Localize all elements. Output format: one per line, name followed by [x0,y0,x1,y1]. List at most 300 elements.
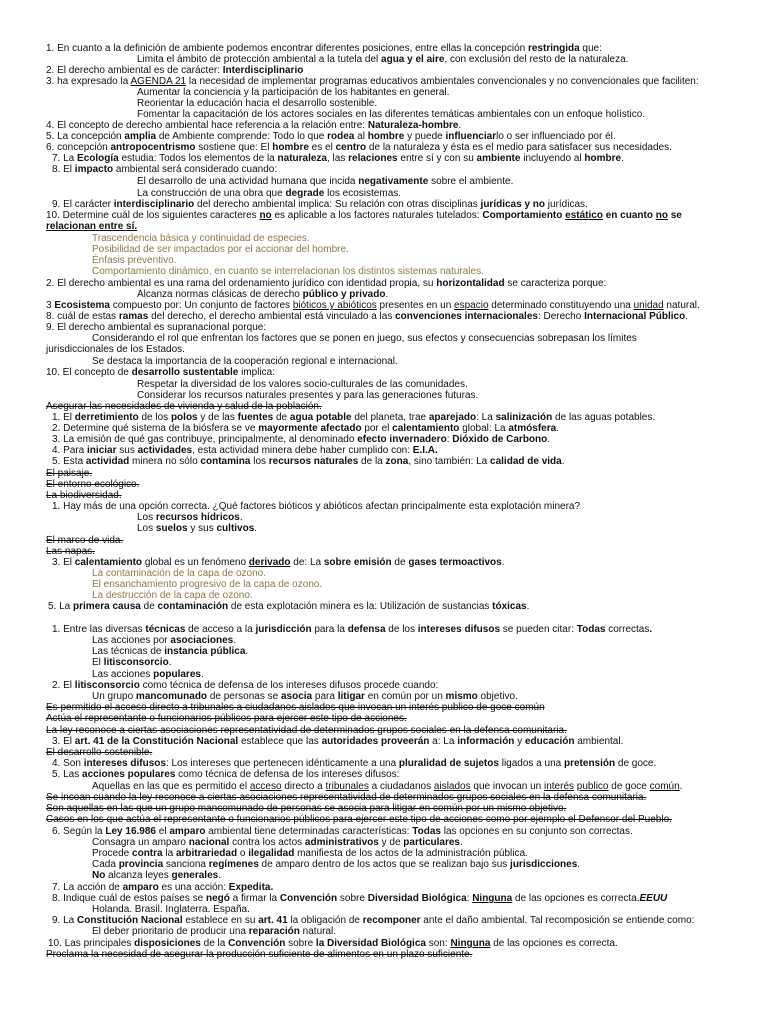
text-run: . [239,512,243,523]
text-run: . [168,657,172,668]
text-run: Cada [92,859,119,870]
text-run: asocia [280,691,313,702]
text-line [46,221,137,232]
text-run: de esta explotación minera es la: Utilización de sustancias [228,601,493,612]
text-run: negativamente [358,176,429,187]
text-run: que: [579,43,602,54]
text-line [92,669,204,680]
text-line [46,322,266,333]
text-run: sobre emisión [323,557,392,568]
text-line [46,142,672,153]
text-run: Considerar los recursos naturales presentes y para las generaciones futuras. [137,390,479,401]
text-run: , con exclusión del resto de la naturaleza. [444,54,629,65]
text-run: ambiental tiene determinadas características: [205,826,413,837]
text-line [46,43,602,54]
text-run: 3. La emisión de qué gas contribuye, principalmente, al denominado [52,434,358,445]
text-line [46,401,322,412]
text-run: jurídicas y no [480,199,546,210]
text-run: . [233,635,236,646]
text-run: global es un fenómeno [142,557,249,568]
text-line [52,624,652,635]
text-run: fuentes [237,412,274,423]
text-run: Convención [228,938,286,949]
text-run: El ensanchamiento progresivo de la capa de ozono. [92,579,323,590]
text-run: 4. Son [52,758,84,769]
text-run: La construcción de una obra que [137,188,286,199]
text-line [52,882,273,893]
text-run: . [218,870,221,881]
text-run: 8. El [52,164,75,175]
text-run: interdisciplinario [113,199,195,210]
text-line [46,814,672,825]
text-run: AGENDA 21 [130,76,187,87]
text-line [137,98,377,109]
text-run: . [460,837,463,848]
text-run: gases termoactivos [408,557,502,568]
text-run: . [254,523,258,534]
text-run: de los [138,412,171,423]
text-run: tribunales [325,781,369,792]
text-line [46,725,567,736]
text-run: al [354,131,368,142]
text-run: impacto [74,164,114,175]
text-run: 4. El concepto de derecho ambiental hace referencia a la relación entre: [46,120,368,131]
text-line [92,646,248,657]
text-line [46,344,185,355]
text-run: zona [385,456,409,467]
text-run: relaciones [348,153,398,164]
text-run: 6. concepción [46,142,111,153]
text-run: : La [476,412,496,423]
text-run: derretimiento [74,412,139,423]
text-run: Ninguna [472,893,513,904]
text-run: es aplicable a los factores naturales tutelados: [271,210,483,221]
text-run: 1. Hay más de una opción correcta. ¿Qué factores bióticos y abióticos afectan principalmente esta explotación minera? [52,501,581,512]
text-line [92,859,580,870]
text-line [46,490,122,501]
text-run: intereses difusos [417,624,501,635]
text-run: rodea [327,131,355,142]
text-run: Interdisciplinario [222,65,304,76]
text-run: del derecho, el derecho ambiental está vinculado a las [148,311,396,322]
text-run: sostiene que: El [195,142,273,153]
text-run: Trascendencia básica y continuidad de especies. [92,233,310,244]
text-run: la necesidad de implementar programas educativos ambientales convencionales y no convencionales que faciliten: [186,76,699,87]
text-run: pretensión [564,758,616,769]
text-run: unidad [633,300,664,311]
text-run: bióticos y abióticos [292,300,377,311]
text-run: . [561,456,565,467]
text-run: y de [378,837,404,848]
text-run: . [556,423,559,434]
text-line [92,657,171,668]
text-run: 5. La [48,601,74,612]
text-run: para [312,691,338,702]
text-line [48,938,618,949]
text-run: 4. Para [52,445,88,456]
text-run: 2. Determine qué sistema de la biósfera se ve [52,423,259,434]
text-run: antropocentrismo [110,142,196,153]
text-run: a ciudadanos [368,781,434,792]
text-run: . [679,781,683,792]
text-run: 1. En cuanto a la definición de ambiente podemos encontrar diferentes posiciones, entre ellas la concepción [46,43,528,54]
text-run: sus [116,445,138,456]
text-run: convenciones internacionales [395,311,538,322]
text-run: de las aguas potables. [552,412,656,423]
text-run: 2. El derecho ambiental es una rama del ordenamiento jurídico con identidad propia, su [46,278,437,289]
text-line [52,456,565,467]
text-run: contra [132,848,163,859]
text-run: Internacional Público [584,311,686,322]
text-run: efecto invernadero [357,434,447,445]
text-run: o [237,848,249,859]
text-run: para la [311,624,348,635]
text-run: Los [137,512,156,523]
text-run: Constitución Nacional [77,915,183,926]
text-run: 3. ha expresado la [46,76,131,87]
text-run: , las [327,153,349,164]
text-run: mayormente afectado [258,423,362,434]
text-run: minera no sólo [129,456,201,467]
text-run: Consagra un amparo [92,837,189,848]
text-line [92,590,253,601]
text-run: del derecho ambiental implica: Su relación con otras disciplinas [194,199,481,210]
text-line [46,300,700,311]
text-run: 5. La concepción [46,131,125,142]
text-run: Asegurar las necesidades de vivienda y salud de la población. [46,401,322,412]
text-run: ilegalidad [248,848,295,859]
text-run: ambiental será considerado cuando: [113,164,278,175]
text-run: 1. El [52,412,75,423]
text-run: 2. El [52,680,75,691]
text-run: Posibilidad de ser impactados por el accionar del hombre. [92,244,349,255]
text-run: jurisdicciones [510,859,578,870]
text-run: suelos [155,523,188,534]
text-line [92,904,250,915]
text-run: de las opciones es correcta. [512,893,640,904]
text-line [52,199,588,210]
text-run: generales [171,870,219,881]
text-run: 10. El concepto de [46,367,132,378]
text-run: salinización [495,412,553,423]
text-run: pluralidad de sujetos [398,758,499,769]
text-run: asociaciones [170,635,234,646]
text-run: de acceso a la [185,624,256,635]
text-run: 1. Entre las diversas [52,624,146,635]
text-run: 5. Esta [52,456,86,467]
text-run: derivado [248,557,291,568]
text-run: art. 41 de la Constitución Nacional [74,736,239,747]
text-run: 8. Indique cuál de estos países se [52,893,206,904]
text-run: 3. El [52,557,75,568]
text-run: . [547,434,551,445]
text-run: las opciones en su conjunto son correctas. [440,826,633,837]
text-run: , esta actividad minera debe haber cumplido con: [192,445,413,456]
text-run: a firmar la [229,893,280,904]
text-line [137,109,645,120]
text-run: público y privado [302,289,386,300]
text-run: la [162,848,176,859]
text-line [137,87,449,98]
text-run: amparo [122,882,159,893]
text-run: . [685,311,689,322]
text-line [52,826,633,837]
text-run: 9. La [52,915,78,926]
text-run: de: La [290,557,324,568]
text-run: . [649,624,653,635]
text-run: Ecosistema [54,300,110,311]
text-run: Limita el ámbito de protección ambiental a la tutela del [137,54,382,65]
text-run: del planeta, trae [351,412,429,423]
text-run: intereses difusos [83,758,166,769]
text-run: . [458,120,462,131]
text-run: y de las [197,412,238,423]
text-run: agua potable [289,412,352,423]
text-line [52,758,656,769]
text-run: de Ambiente comprende: Todo lo que [156,131,328,142]
text-run: ligados a una [498,758,564,769]
text-run: ambiente [476,153,521,164]
text-run: de [391,557,409,568]
text-line [52,680,438,691]
text-line [137,512,243,523]
text-run: Se incoan cuando la ley reconoce a ciertas asociaciones representatividad de determinados grupos sociales en la defensa comunitaria. [46,792,647,803]
text-run: : [466,893,473,904]
text-run: Respetar la diversidad de los valores socio-culturales de las comunidades. [137,379,468,390]
text-run: provincia [118,859,164,870]
text-line [52,893,667,904]
text-line [137,176,513,187]
text-line [92,837,463,848]
text-run: de goce. [615,758,657,769]
text-run: en cuanto [602,210,656,221]
text-run: Casos en los que actúa el representante o funcionarios públicos para ejercer este tipo de acciones como por ejemplo el Defensor del Pueblo. [46,814,672,825]
text-run: Fomentar la capacitación de los actores sociales en las diferentes temáticas ambientales con un enfoque holístico. [137,109,646,120]
text-line [52,434,550,445]
text-run: 10. Las principales [48,938,135,949]
text-run: el [155,826,170,837]
text-run: 9. El derecho ambiental es supranacional porque: [46,322,267,333]
text-line [137,289,388,300]
text-line [46,949,472,960]
text-line [92,356,398,367]
text-line [46,76,699,87]
text-line [46,367,275,378]
text-run: Proclama la necesidad de asegurar la producción suficiente de alimentos en un plazo suficiente. [46,949,473,960]
text-run: 3 [46,300,55,311]
text-run: es una acción: [158,882,229,893]
text-run: disposiciones [134,938,201,949]
text-run: . [526,601,530,612]
text-run: La contaminación de la capa de ozono. [92,568,267,579]
text-run: Diversidad Biológica [367,893,467,904]
text-run: jurídicas. [545,199,588,210]
text-run: Las técnicas de [92,646,165,657]
text-run: centro [335,142,367,153]
text-run: calentamiento [392,423,460,434]
text-run: polos [170,412,198,423]
text-run: : [446,434,453,445]
text-run: regímenes [208,859,259,870]
text-run: calidad de vida [490,456,562,467]
text-run: común [649,781,680,792]
text-run: : Los intereses que pertenecen idénticamente a una [165,758,399,769]
text-line [92,333,637,344]
text-run: determinado constituyendo una [488,300,634,311]
text-run: actividad [85,456,130,467]
text-run: correctas [605,624,650,635]
text-run: negó [206,893,230,904]
text-run: Comportamiento dinámico, en cuanto se interrelacionan los distintos sistemas naturales. [92,266,484,277]
text-run: iniciar [87,445,117,456]
text-run: reparación [248,926,300,937]
text-run: horizontalidad [436,278,505,289]
text-run: y sus [187,523,217,534]
text-line [46,702,545,713]
text-run: aislados [433,781,471,792]
text-run: presentes en un [376,300,455,311]
text-run: La biodiversidad. [46,490,122,501]
text-run: Se destaca la importancia de la cooperación regional e internacional. [92,356,398,367]
text-run: . [385,289,389,300]
text-run: contaminación [157,601,229,612]
text-line [46,535,123,546]
text-run: Las acciones por [92,635,171,646]
text-run: autoridades proveerán [321,736,430,747]
text-run: litisconsorcio [74,680,140,691]
text-run: nacional [188,837,230,848]
text-run: Comportamiento [482,210,566,221]
text-run: acciones populares [82,769,176,780]
text-run: recursos hídricos [155,512,240,523]
text-run: es el [308,142,336,153]
text-line [92,579,322,590]
text-line [137,523,257,534]
text-line [52,557,505,568]
text-run: contamina [200,456,251,467]
text-run: 2. El derecho ambiental es de carácter: [46,65,223,76]
text-run: y puede [404,131,446,142]
text-run: cultivos [216,523,255,534]
text-line [46,65,303,76]
text-run: natural. [299,926,337,937]
text-run: espacio [454,300,489,311]
text-run: 3. El [52,736,75,747]
text-run: Las napas. [46,546,95,557]
text-run: la obligación de [287,915,363,926]
text-run: El [92,657,104,668]
text-run: los [250,456,269,467]
text-run: 6. Según la [52,826,106,837]
text-run: estático [565,210,603,221]
text-run: calentamiento [74,557,143,568]
text-run: Énfasis preventivo. [92,255,177,266]
text-run: de la naturaleza y ésta es el medio para satisfacer sus necesidades. [366,142,672,153]
text-line [52,153,624,164]
text-run: Actúa el representante o funcionarios públicos para ejercer este tipo de acciones. [46,713,407,724]
text-run: relacionan entre sí. [46,221,138,232]
text-run: a: La [429,736,458,747]
text-run: la Diversidad Biológica [315,938,426,949]
text-line [137,54,628,65]
text-run: educación [524,736,575,747]
text-run: se caracteriza porque: [504,278,607,289]
text-run: El desarrollo de una actividad humana que incida [137,176,359,187]
text-run: compuesto por: Un conjunto de factores [109,300,293,311]
text-run: recursos naturales [268,456,359,467]
text-run: defensa [347,624,386,635]
text-run: lo o ser influenciado por él. [496,131,616,142]
text-line [46,803,566,814]
text-line [92,848,528,859]
text-line [92,244,349,255]
text-run: recomponer [362,915,421,926]
text-run: Dióxido de Carbono [452,434,548,445]
text-run: Son aquellas en las que un grupo mancomunado de personas se asocia para litigar en común por un mismo objetivo. [46,803,567,814]
text-run: , sino también: La [408,456,491,467]
text-run: se [667,210,682,221]
text-run: 7. La acción de [52,882,123,893]
text-run: son: [425,938,451,949]
text-run: . [501,557,505,568]
text-run: Alcanza normas clásicas de derecho [137,289,303,300]
text-run: hombre [584,153,622,164]
text-run: restringida [527,43,580,54]
text-run: amparo [169,826,206,837]
text-run: sobre el ambiente. [428,176,514,187]
text-run: 5. Las [52,769,83,780]
text-run: Las acciones [92,669,154,680]
text-run: implica: [238,367,276,378]
text-run: global: La [459,423,509,434]
text-run: de amparo dentro de los actos que se realizan bajo sus [258,859,511,870]
text-run: y [514,736,525,747]
text-line [46,311,688,322]
text-line [92,781,682,792]
text-run: mancomunado [135,691,208,702]
text-run: Todas [412,826,441,837]
text-run: Todas [576,624,606,635]
text-run: de [140,601,158,612]
text-run: EEUU [639,893,668,904]
text-run: El desarrollo sostenible. [46,747,153,758]
text-line [92,568,266,579]
text-run: : Derecho [537,311,585,322]
text-run: se pueden citar: [500,624,577,635]
text-run: aparejado [428,412,477,423]
text-line [137,188,401,199]
text-run: particulares [403,837,460,848]
text-run: hombre [367,131,405,142]
text-run: influenciar [445,131,497,142]
text-line [46,468,92,479]
text-line [46,713,407,724]
text-run: de los [385,624,418,635]
text-run: Reorientar la educación hacia el desarrollo sostenible. [137,98,378,109]
text-run: La destrucción de la capa de ozono. [92,590,253,601]
text-run: Ninguna [450,938,491,949]
text-run: de [273,412,290,423]
text-run: litigar [337,691,365,702]
text-run: técnicas [145,624,186,635]
text-run: jurisdiccionales de los Estados. [46,344,185,355]
text-run: ambiental. [574,736,624,747]
text-run: natural. [663,300,700,311]
text-run: Ecología [77,153,119,164]
text-run: de la [200,938,229,949]
text-run: E.I.A. [412,445,438,456]
text-run: no [259,210,272,221]
